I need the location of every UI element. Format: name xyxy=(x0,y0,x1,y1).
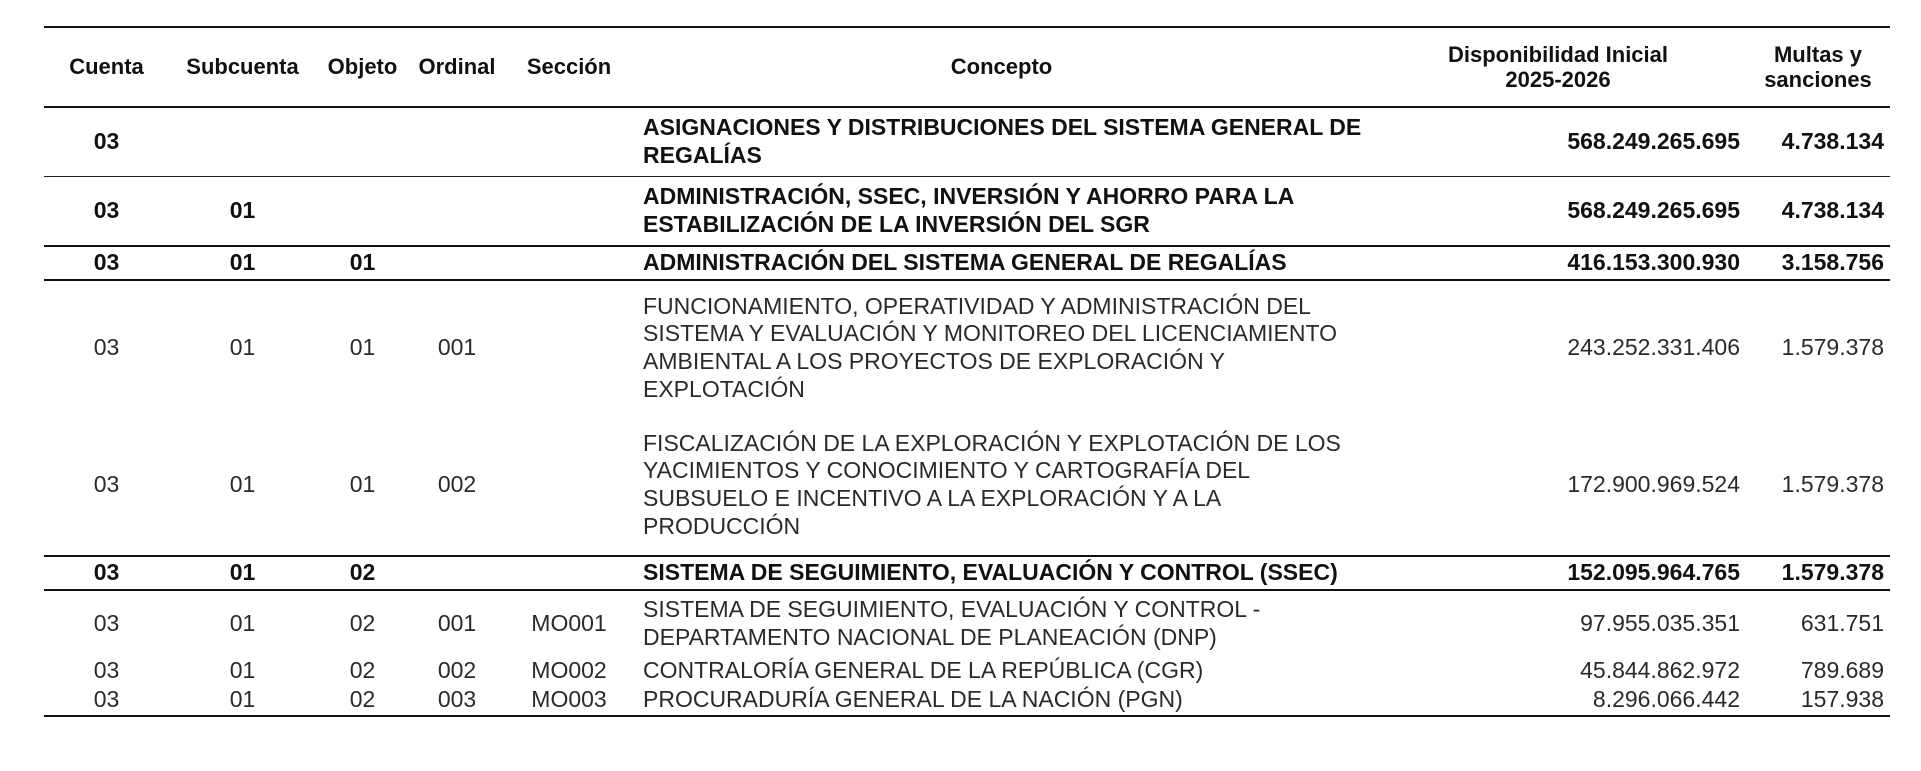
header-disponibilidad-line1: Disponibilidad Inicial xyxy=(1447,41,1669,67)
budget-table xyxy=(44,26,1890,717)
header-seccion: Sección xyxy=(505,27,633,107)
cell-ordinal: 001 xyxy=(437,610,477,637)
cell-multas: 1.579.378 xyxy=(1781,471,1884,498)
cell-seccion xyxy=(505,246,633,280)
cell-disponibilidad: 568.249.265.695 xyxy=(1370,177,1746,247)
cell-concepto: PROCURADURÍA GENERAL DE LA NACIÓN (PGN) xyxy=(633,685,1370,716)
cell-cuenta: 03 xyxy=(44,107,169,177)
cell-disponibilidad: 152.095.964.765 xyxy=(1370,556,1746,590)
cell-concepto: CONTRALORÍA GENERAL DE LA REPÚBLICA (CGR) xyxy=(643,657,1204,684)
cell-multas: 1.579.378 xyxy=(1746,556,1890,590)
cell-subcuenta: 01 xyxy=(229,471,256,498)
cell-objeto: 02 xyxy=(349,610,376,637)
cell-multas: 789.689 xyxy=(1800,657,1884,684)
cell-concepto: FISCALIZACIÓN DE LA EXPLORACIÓN Y EXPLOTACIÓN DE LOS YACIMIENTOS Y CONOCIMIENTO Y CARTOGRAFÍA DEL SUBSUELO E INCENTIVO A LA EXPLORACIÓN Y A LA PRODUCCIÓN xyxy=(643,429,1341,539)
cell-subcuenta: 01 xyxy=(229,657,256,684)
cell-cuenta: 03 xyxy=(93,657,120,684)
cell-multas: 1.579.378 xyxy=(1781,334,1884,361)
table-row xyxy=(44,177,1890,247)
table-row xyxy=(44,280,1890,415)
cell-cuenta: 03 xyxy=(93,610,120,637)
table-row xyxy=(44,685,1890,716)
cell-disponibilidad: 45.844.862.972 xyxy=(1580,657,1740,684)
cell-concepto: ADMINISTRACIÓN DEL SISTEMA GENERAL DE REGALÍAS xyxy=(633,246,1370,280)
cell-objeto: 01 xyxy=(349,334,376,361)
header-objeto: Objeto xyxy=(316,27,409,107)
cell-disponibilidad: 416.153.300.930 xyxy=(1370,246,1746,280)
table-row xyxy=(44,657,1890,685)
cell-multas: 4.738.134 xyxy=(1746,177,1890,247)
cell-subcuenta: 01 xyxy=(229,334,256,361)
header-ordinal: Ordinal xyxy=(409,27,505,107)
cell-concepto: SISTEMA DE SEGUIMIENTO, EVALUACIÓN Y CONTROL (SSEC) xyxy=(633,556,1370,590)
header-concepto: Concepto xyxy=(633,27,1370,107)
cell-subcuenta: 01 xyxy=(229,610,256,637)
cell-cuenta: 03 xyxy=(93,334,120,361)
cell-seccion xyxy=(505,280,633,415)
cell-ordinal: 003 xyxy=(409,685,505,716)
cell-objeto: 01 xyxy=(349,471,376,498)
cell-objeto xyxy=(316,177,409,247)
cell-concepto: ASIGNACIONES Y DISTRIBUCIONES DEL SISTEMA GENERAL DE REGALÍAS xyxy=(633,107,1370,177)
cell-objeto: 02 xyxy=(316,685,409,716)
cell-cuenta: 03 xyxy=(44,246,169,280)
cell-subcuenta: 01 xyxy=(169,685,316,716)
cell-multas: 631.751 xyxy=(1800,610,1884,637)
cell-ordinal xyxy=(409,177,505,247)
cell-multas: 3.158.756 xyxy=(1746,246,1890,280)
cell-seccion: MO003 xyxy=(505,685,633,716)
cell-objeto: 02 xyxy=(349,657,376,684)
cell-seccion xyxy=(505,556,633,590)
table-row xyxy=(44,415,1890,556)
cell-cuenta: 03 xyxy=(44,685,169,716)
cell-concepto: SISTEMA DE SEGUIMIENTO, EVALUACIÓN Y CONTROL - DEPARTAMENTO NACIONAL DE PLANEACIÓN (DNP) xyxy=(643,596,1261,650)
cell-subcuenta: 01 xyxy=(169,246,316,280)
cell-cuenta: 03 xyxy=(44,556,169,590)
cell-seccion xyxy=(505,107,633,177)
cell-disponibilidad: 8.296.066.442 xyxy=(1370,685,1746,716)
cell-seccion: MO001 xyxy=(531,610,607,637)
cell-ordinal xyxy=(409,107,505,177)
cell-concepto: ADMINISTRACIÓN, SSEC, INVERSIÓN Y AHORRO PARA LA ESTABILIZACIÓN DE LA INVERSIÓN DEL SGR xyxy=(633,177,1370,247)
table-row xyxy=(44,590,1890,657)
cell-ordinal xyxy=(409,246,505,280)
cell-disponibilidad: 172.900.969.524 xyxy=(1567,471,1740,498)
cell-disponibilidad: 243.252.331.406 xyxy=(1567,334,1740,361)
cell-ordinal: 002 xyxy=(437,471,477,498)
table-row xyxy=(44,107,1890,177)
table-row xyxy=(44,556,1890,590)
cell-objeto: 02 xyxy=(316,556,409,590)
header-disponibilidad-line2: 2025-2026 xyxy=(1505,67,1611,92)
table-row xyxy=(44,246,1890,280)
header-cuenta: Cuenta xyxy=(44,27,169,107)
budget-document xyxy=(44,26,1890,717)
header-disponibilidad xyxy=(1370,27,1746,107)
cell-objeto xyxy=(316,107,409,177)
header-multas xyxy=(1746,27,1890,107)
header-multas-line2: sanciones xyxy=(1764,67,1872,92)
cell-subcuenta xyxy=(169,107,316,177)
cell-seccion xyxy=(505,415,633,556)
cell-objeto: 01 xyxy=(316,246,409,280)
cell-seccion xyxy=(505,177,633,247)
cell-disponibilidad: 97.955.035.351 xyxy=(1580,610,1740,637)
cell-ordinal: 001 xyxy=(437,334,477,361)
cell-cuenta: 03 xyxy=(93,471,120,498)
cell-seccion: MO002 xyxy=(531,657,607,684)
table-header-row xyxy=(44,27,1890,107)
cell-subcuenta: 01 xyxy=(169,556,316,590)
cell-multas: 157.938 xyxy=(1746,685,1890,716)
header-subcuenta: Subcuenta xyxy=(169,27,316,107)
cell-disponibilidad: 568.249.265.695 xyxy=(1370,107,1746,177)
cell-multas: 4.738.134 xyxy=(1746,107,1890,177)
cell-ordinal: 002 xyxy=(437,657,477,684)
cell-concepto: FUNCIONAMIENTO, OPERATIVIDAD Y ADMINISTRACIÓN DEL SISTEMA Y EVALUACIÓN Y MONITOREO DEL LICENCIAMIENTO AMBIENTAL A LOS PROYECTOS DE EXPLORACIÓN Y EXPLOTACIÓN xyxy=(643,292,1338,402)
cell-subcuenta: 01 xyxy=(169,177,316,247)
cell-ordinal xyxy=(409,556,505,590)
cell-cuenta: 03 xyxy=(44,177,169,247)
header-multas-line1: Multas y xyxy=(1773,41,1863,67)
